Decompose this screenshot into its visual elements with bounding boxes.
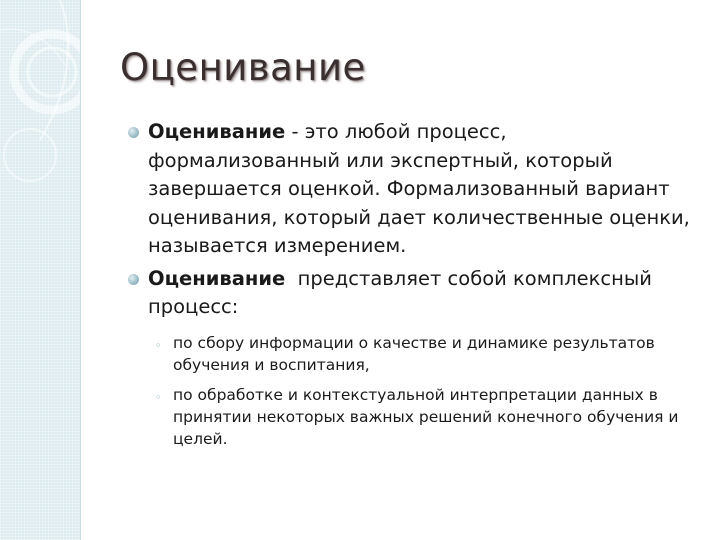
slide-body: [128, 118, 698, 458]
bullet-item: [128, 118, 698, 261]
circle-ornament-icon: [0, 0, 80, 200]
sub-bullet-ring-icon: ◦: [155, 338, 162, 352]
bullet-item: [128, 265, 698, 450]
sub-bullet-ring-icon: ◦: [155, 390, 162, 404]
bullet-term: Оценивание: [148, 120, 286, 143]
sub-bullet-item: [148, 332, 698, 376]
bullet-term: Оценивание: [148, 266, 286, 290]
side-decor-band: [0, 0, 81, 540]
sub-bullet-text: по сбору информации о качестве и динамике результатов обучения и воспитания,: [173, 333, 655, 374]
sub-bullet-list: [148, 332, 698, 450]
sub-bullet-text: по обработке и контекстуальной интерпретации данных в принятии некоторых важных решений конечного обучения и целей.: [173, 385, 679, 448]
bullet-dot-icon: [128, 127, 139, 138]
sub-bullet-item: [148, 384, 698, 450]
bullet-text: - это любой процесс, формализованный или экспертный, который завершается оценкой. Формализованный вариант оценивания, который дает количественные оценки, называется измерением.: [148, 120, 690, 257]
bullet-text: представляет собой комплексный процесс:: [148, 266, 665, 318]
slide-title: Оценивание: [120, 46, 366, 89]
bullet-dot-icon: [128, 274, 139, 285]
